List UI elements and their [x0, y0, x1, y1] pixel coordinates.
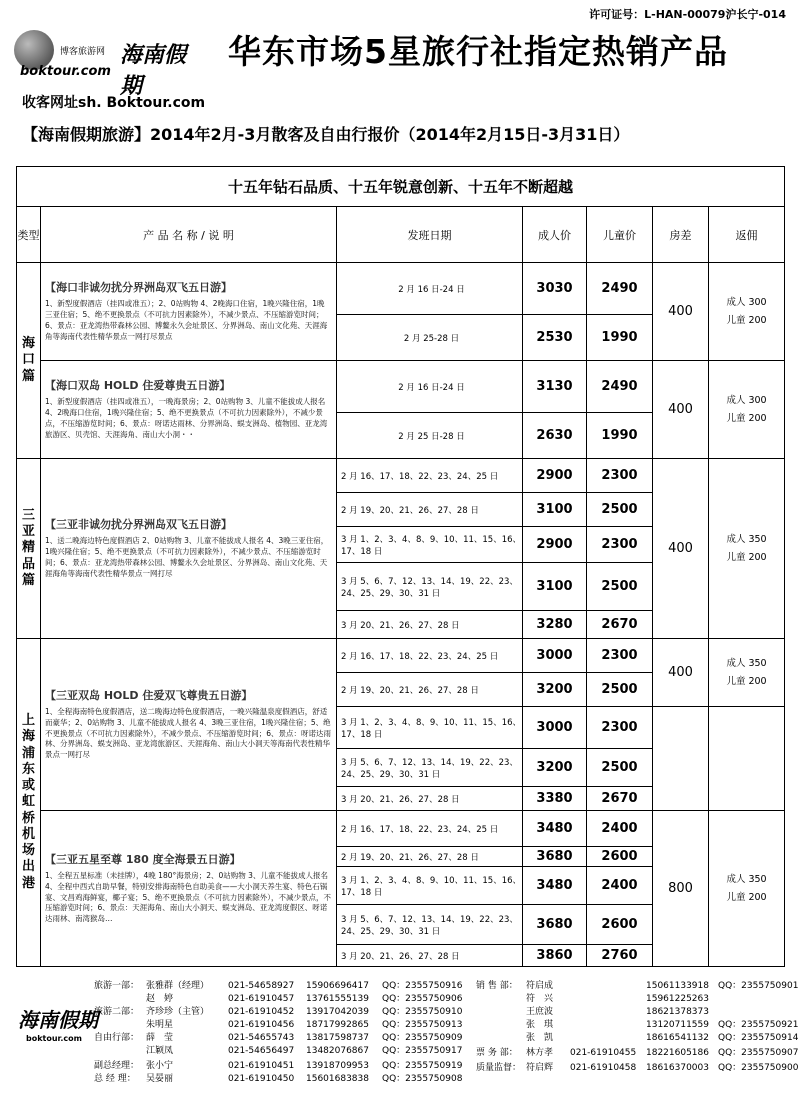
hainan-holiday-logo: 海南假期 [120, 43, 187, 99]
adult-price: 2900 [523, 459, 587, 493]
type-haikou: 海口篇 [17, 263, 41, 459]
date-cell: 3 月 20、21、26、27、28 日 [337, 611, 523, 639]
date-cell: 2 月 16 日-24 日 [337, 361, 523, 413]
child-price: 2500 [587, 563, 653, 611]
rebate-adult: 成人 350 [726, 874, 767, 886]
price-table [16, 166, 785, 967]
logo-site-text: boktour.com [20, 64, 111, 79]
rebate-adult: 成人 350 [726, 534, 767, 546]
rebate [709, 361, 785, 459]
child-price: 2500 [587, 493, 653, 527]
contact-row: 赵 婷 021-61910457 13761555139 QQ：2355750906 [146, 994, 463, 1004]
contact-row: 符 兴 15961225263 [526, 994, 709, 1004]
product-desc: 1、新型度假酒店（挂四或准五），一晚海景房；2、0站购物 3、儿童不能拔成人报名 4、2晚海口住宿，1晚兴隆住宿；5、绝不更换景点（不可抗力因素除外），不减少景点，不压缩游览时间；6、景点：呀诺达雨林、分界洲岛、蜈支洲岛、植物园、亚龙湾旅游区、贝壳馆、天涯海角、南山大小洞・・ [45, 397, 328, 439]
contact-row: 旅游一部： 张雅群（经理） 021-54658927 15906696417 QQ：2355750916 [94, 981, 463, 991]
product-desc: 1、新型度假酒店（挂四或准五）；2、0站购物 4、2晚海口住宿，1晚兴隆住宿，1晚三亚住宿；5、绝不更换景点（不可抗力因素除外），不减少景点、不压缩游览时间；6、景点：亚龙湾热带森林公园、博鳌永久会址景区、分界洲岛、南山文化苑、天涯海角等海南代表性精华景点一网打尽景点 [45, 299, 328, 341]
rebate [709, 459, 785, 639]
adult-price: 3000 [523, 639, 587, 673]
child-price: 2400 [587, 811, 653, 847]
child-price: 2760 [587, 945, 653, 967]
child-price: 2600 [587, 847, 653, 867]
product-haikou-fenjiezhou [41, 263, 337, 361]
date-cell: 3 月 1、2、3、4、8、9、10、11、15、16、17、18 日 [337, 527, 523, 563]
adult-price: 3100 [523, 493, 587, 527]
child-price: 2670 [587, 787, 653, 811]
product-desc: 1、全程海南特色度假酒店，送二晚海边特色度假酒店，一晚兴隆温泉度假酒店，舒适而豪华；2、0站购物 3、儿童不能拔成人报名 4、3晚三亚住宿，1晚兴隆住宿；5、绝不更换景点（不可抗力因素除外），不减少景点、不压缩游览时间；6、景点：呀诺达雨林、分界洲岛、蜈支洲岛、亚龙湾旅游区、天涯海角、南山大小洞天等海南代表性精华景点一网打尽 [45, 706, 332, 760]
date-cell: 3 月 5、6、7、12、13、14、19、22、23、24、25、29、30、31 日 [337, 905, 523, 945]
product-title: 【三亚非诚勿扰分界洲岛双飞五日游】 [45, 518, 232, 532]
adult-price: 3680 [523, 847, 587, 867]
contact-row: 副总经理： 张小宁 021-61910451 13918709953 QQ：2355750919 [94, 1061, 463, 1071]
product-sanya-five-star [41, 811, 337, 967]
logo-cn-text: 博客旅游网 [60, 47, 106, 57]
date-cell: 3 月 5、6、7、12、13、14、19、22、23、24、25、29、30、31 日 [337, 749, 523, 787]
contact-row: 旅游二部： 齐珍珍（主管） 021-61910452 13917042039 QQ：2355750910 [94, 1007, 463, 1017]
rebate [709, 811, 785, 967]
adult-price: 2530 [523, 315, 587, 361]
type-sanya: 三亚精品篇 [17, 459, 41, 639]
rebate-child: 儿童 200 [726, 675, 767, 687]
child-price: 2670 [587, 611, 653, 639]
product-title: 【海口非诚勿扰分界洲岛双飞五日游】 [45, 281, 232, 295]
adult-price: 3130 [523, 361, 587, 413]
contact-row: 自由行部： 薛 莹 021-54655743 13817598737 QQ：2355750909 [94, 1033, 463, 1043]
date-cell: 2 月 25-28 日 [337, 315, 523, 361]
rebate [709, 263, 785, 361]
contact-row: 销 售 部： 符启成 15061133918 QQ：2355750901 [476, 981, 799, 991]
adult-price: 3200 [523, 749, 587, 787]
adult-price: 3000 [523, 707, 587, 749]
adult-price: 3280 [523, 611, 587, 639]
rebate [709, 639, 785, 707]
rebate-child: 儿童 200 [726, 314, 767, 326]
adult-price: 3030 [523, 263, 587, 315]
date-cell: 3 月 1、2、3、4、8、9、10、11、15、16、17、18 日 [337, 707, 523, 749]
boktour-logo [10, 26, 200, 99]
rebate-adult: 成人 300 [726, 395, 767, 407]
product-sanya-double-island [41, 639, 337, 811]
child-price: 2300 [587, 527, 653, 563]
product-title: 【三亚五星至尊 180 度全海景五日游】 [45, 852, 241, 866]
room-diff: 400 [653, 263, 709, 361]
date-cell: 2 月 25 日-28 日 [337, 413, 523, 459]
empty-diff-cell [653, 707, 709, 811]
child-price: 2400 [587, 867, 653, 905]
empty-rebate-cell [709, 707, 785, 811]
child-price: 2300 [587, 707, 653, 749]
child-price: 2490 [587, 263, 653, 315]
rebate-child: 儿童 200 [726, 891, 767, 903]
page-headline: 华东市场5星旅行社指定热销产品 [228, 32, 728, 71]
header-child: 儿童价 [587, 207, 653, 263]
contact-row: 质量监督： 符启辉 021-61910458 18616370003 QQ：2355750900 [476, 1063, 799, 1073]
header-date: 发班日期 [337, 207, 523, 263]
footer-logo: 海南假期 [18, 1008, 98, 1032]
date-cell: 2 月 16、17、18、22、23、24、25 日 [337, 459, 523, 493]
contact-row: 朱明星 021-61910456 18717992865 QQ：2355750913 [146, 1020, 463, 1030]
adult-price: 3380 [523, 787, 587, 811]
product-desc: 1、送二晚海边特色度假酒店 2、0站购物 3、儿童不能拔成人报名 4、3晚三亚住宿，1晚兴隆住宿；5、绝不更换景点（不可抗力因素除外），不减少景点、不压缩游览时间；6、景点：亚龙湾热带森林公园、博鳌永久会址景区、分界洲岛、南山文化苑、天涯海角等海南代表性精华景点一网打尽 [45, 536, 329, 578]
header-type: 类型 [17, 207, 41, 263]
product-title: 【三亚双岛 HOLD 住爱双飞尊贵五日游】 [45, 688, 253, 702]
contact-row: 总 经 理： 吴晏丽 021-61910450 15601683838 QQ：2355750908 [94, 1074, 463, 1084]
contact-row: 张 琪 13120711559 QQ：2355750921 [526, 1020, 799, 1030]
room-diff: 400 [653, 639, 709, 707]
date-cell: 2 月 19、20、21、26、27、28 日 [337, 847, 523, 867]
product-desc: 1、全程五星标准（未挂牌），4晚 180°海景房；2、0站购物 3、儿童不能拔成人报名 4、全程中西式自助早餐，特别安排海南特色自助美食——大小洞天养生宴、特色石锅宴、文昌鸡海鲜宴，椰子宴；5、绝不更换景点（不可抗力因素除外），不减少景点，不压缩游览时间；6、景点：天涯海角、南山大小洞天、蜈支洲岛、亚龙湾度假区、呀诺达雨林、南湾猴岛… [45, 870, 332, 924]
child-price: 1990 [587, 413, 653, 459]
date-cell: 2 月 16、17、18、22、23、24、25 日 [337, 811, 523, 847]
child-price: 2600 [587, 905, 653, 945]
room-diff: 400 [653, 459, 709, 639]
child-price: 2490 [587, 361, 653, 413]
header-rebate: 返佣 [709, 207, 785, 263]
date-cell: 3 月 1、2、3、4、8、9、10、11、15、16、17、18 日 [337, 867, 523, 905]
header-product: 产 品 名 称 / 说 明 [41, 207, 337, 263]
page-subtitle: 【海南假期旅游】2014年2月-3月散客及自由行报价（2014年2月15日-3月31日） [22, 125, 630, 144]
rebate-child: 儿童 200 [726, 551, 767, 563]
date-cell: 2 月 16 日-24 日 [337, 263, 523, 315]
child-price: 2500 [587, 749, 653, 787]
contact-row: 票 务 部： 林方孝 021-61910455 18221605186 QQ：2355750907 [476, 1048, 799, 1058]
date-cell: 3 月 20、21、26、27、28 日 [337, 787, 523, 811]
room-diff: 800 [653, 811, 709, 967]
date-cell: 2 月 19、20、21、26、27、28 日 [337, 673, 523, 707]
date-cell: 2 月 16、17、18、22、23、24、25 日 [337, 639, 523, 673]
product-haikou-double-island [41, 361, 337, 459]
child-price: 2500 [587, 673, 653, 707]
website-link[interactable]: 收客网址sh. Boktour.com [22, 95, 206, 111]
contacts-section [16, 976, 799, 1094]
license-number: 许可证号：L-HAN-00079沪长宁-014 [589, 8, 786, 21]
rebate-child: 儿童 200 [726, 412, 767, 424]
contact-row: 王庶波 18621378373 [526, 1007, 709, 1017]
adult-price: 3200 [523, 673, 587, 707]
room-diff: 400 [653, 361, 709, 459]
date-cell: 3 月 5、6、7、12、13、14、19、22、23、24、25、29、30、31 日 [337, 563, 523, 611]
product-title: 【海口双岛 HOLD 住爱尊贵五日游】 [45, 379, 231, 393]
child-price: 1990 [587, 315, 653, 361]
slogan: 十五年钻石品质、十五年锐意创新、十五年不断超越 [17, 167, 785, 207]
date-cell: 3 月 20、21、26、27、28 日 [337, 945, 523, 967]
adult-price: 3480 [523, 867, 587, 905]
adult-price: 2900 [523, 527, 587, 563]
date-cell: 2 月 19、20、21、26、27、28 日 [337, 493, 523, 527]
contact-row: 江颖凤 021-54656497 13482076867 QQ：2355750917 [146, 1046, 463, 1056]
adult-price: 2630 [523, 413, 587, 459]
adult-price: 3680 [523, 905, 587, 945]
footer-site: boktour.com [26, 1034, 82, 1043]
child-price: 2300 [587, 639, 653, 673]
rebate-adult: 成人 350 [726, 658, 767, 670]
header-diff: 房差 [653, 207, 709, 263]
product-sanya-fenjiezhou [41, 459, 337, 639]
type-departure: 上海浦东或虹桥机场出港 [17, 639, 41, 967]
adult-price: 3860 [523, 945, 587, 967]
adult-price: 3480 [523, 811, 587, 847]
adult-price: 3100 [523, 563, 587, 611]
contact-row: 张 凯 18616541132 QQ：2355750914 [526, 1033, 799, 1043]
header-adult: 成人价 [523, 207, 587, 263]
child-price: 2300 [587, 459, 653, 493]
rebate-adult: 成人 300 [726, 297, 767, 309]
